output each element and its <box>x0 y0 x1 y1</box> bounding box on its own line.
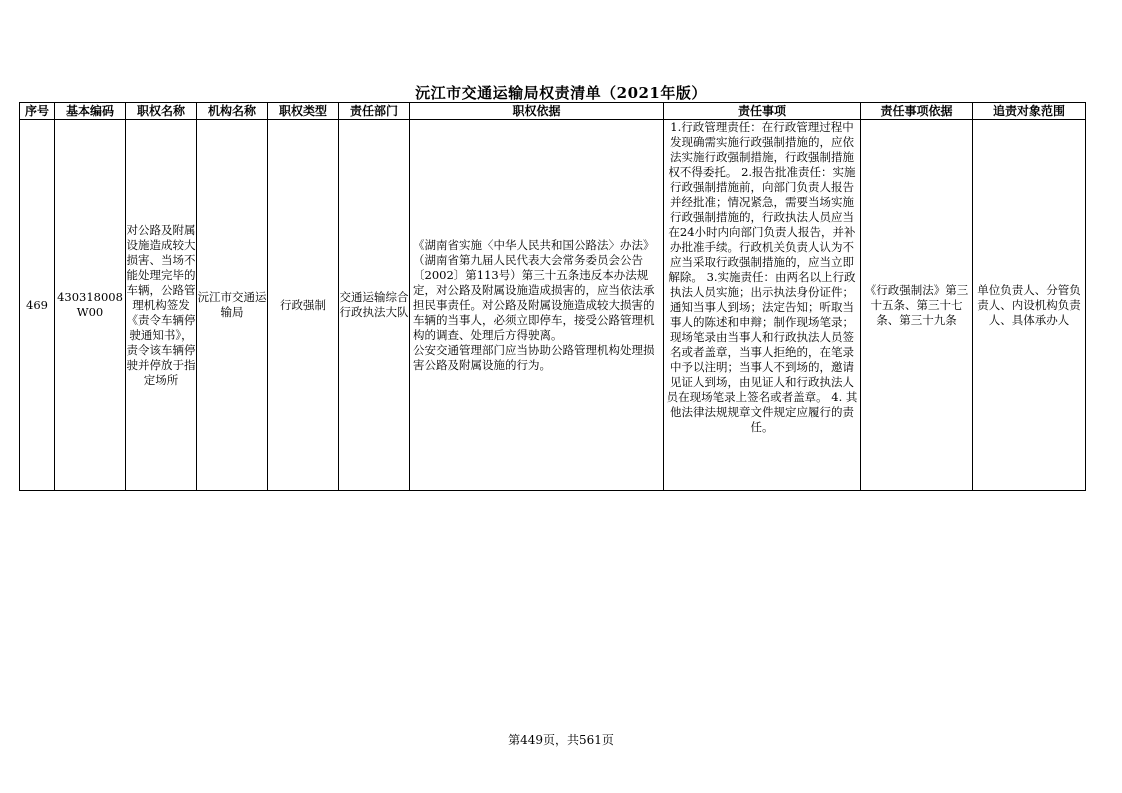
duty-items-text: 1.行政管理责任：在行政管理过程中发现确需实施行政强制措施的，应依法实施行政强制措施，行政强制措施权不得委托。 2.报告批准责任：实施行政强制措施前，向部门负责人报告并经批准；情况紧急，需要当场实施行政强制措施的，行政执法人员应当在24小时内向部门负责人报告，并补办批准手续。行政机关负责人认为不应当采取行政强制措施的，应当立即解除。 3.实施责任：由两名以上行政执法人员实施；出示执法身份证件；通知当事人到场；法定告知；听取当事人的陈述和申辩；制作现场笔录；现场笔录由当事人和行政执法人员签名或者盖章，当事人拒绝的，在笔录中予以注明；当事人不到场的，邀请见证人到场，由见证人和行政执法人员在现场笔录上签名或者盖章。 4. 其他法律法规规章文件规定应履行的责任。 <box>666 120 858 434</box>
cell-basis <box>410 120 664 491</box>
cell-power-name: 对公路及附属设施造成较大损害、当场不能处理完毕的车辆，公路管理机构签发《责令车辆停驶通知书》，责令该车辆停驶并停放于指定场所 <box>126 120 197 491</box>
header-duty-basis: 责任事项依据 <box>861 103 973 120</box>
header-duty-items: 责任事项 <box>664 103 861 120</box>
cell-dept: 交通运输综合行政执法大队 <box>339 120 410 491</box>
header-power-type: 职权类型 <box>268 103 339 120</box>
responsibility-table <box>19 102 1086 491</box>
cell-org-name: 沅江市交通运输局 <box>197 120 268 491</box>
cell-seq: 469 <box>20 120 55 491</box>
cell-power-type: 行政强制 <box>268 120 339 491</box>
header-seq: 序号 <box>20 103 55 120</box>
table-row <box>20 120 1086 491</box>
page-title: 沅江市交通运输局权责清单（2021年版） <box>415 84 707 102</box>
basis-paragraph-2: 公安交通管理部门应当协助公路管理机构处理损害公路及附属设施的行为。 <box>413 342 655 372</box>
cell-duty-basis: 《行政强制法》第三十五条、第三十七条、第三十九条 <box>861 120 973 491</box>
header-org-name: 机构名称 <box>197 103 268 120</box>
page-number: 第449页，共561页 <box>508 733 614 747</box>
basis-paragraph-1: 《湖南省实施〈中华人民共和国公路法〉办法》（湖南省第九届人民代表大会常务委员会公告〔2002〕第113号）第三十五条违反本办法规定，对公路及附属设施造成损害的，应当依法承担民事责任。对公路及附属设施造成较大损害的车辆的当事人，必须立即停车，接受公路管理机构的调查、处理后方得驶离。 <box>413 237 655 342</box>
cell-code: 430318008W00 <box>55 120 126 491</box>
header-power-name: 职权名称 <box>126 103 197 120</box>
header-basis: 职权依据 <box>410 103 664 120</box>
cell-accountability: 单位负责人、分管负责人、内设机构负责人、具体承办人 <box>973 120 1086 491</box>
header-row <box>20 103 1086 120</box>
header-dept: 责任部门 <box>339 103 410 120</box>
header-accountability: 追责对象范围 <box>973 103 1086 120</box>
cell-duty-items <box>664 120 861 491</box>
header-code: 基本编码 <box>55 103 126 120</box>
